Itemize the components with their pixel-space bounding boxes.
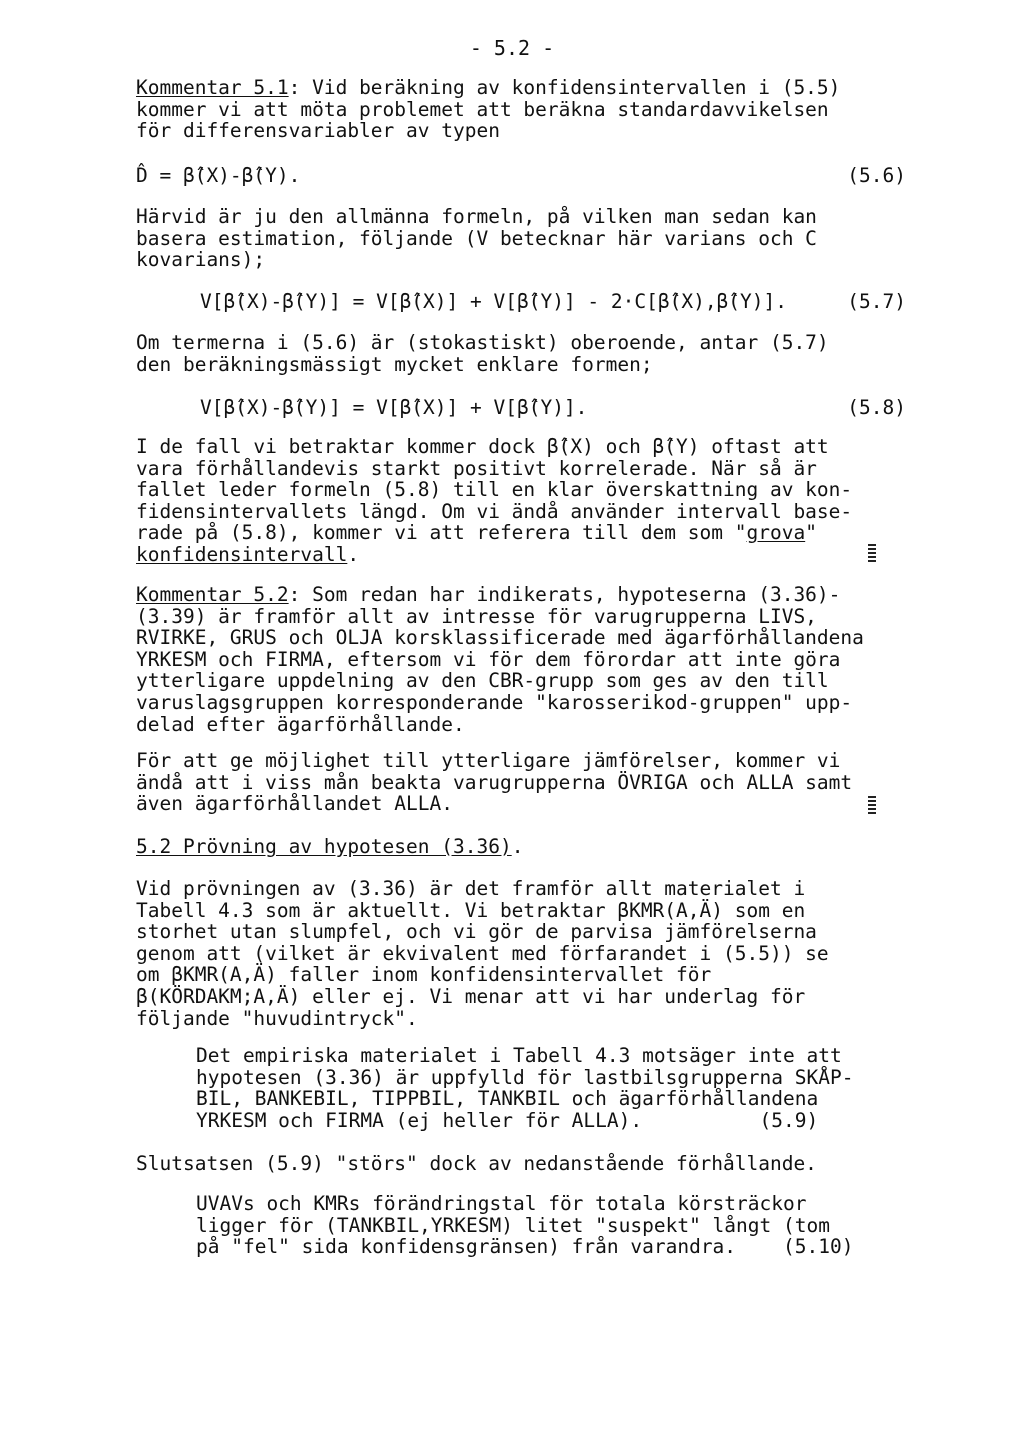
text-line: delad efter ägarförhållande. — [136, 712, 465, 736]
text-line: även ägarförhållandet ALLA. — [136, 792, 453, 816]
comment-5-2 — [136, 584, 906, 735]
paragraph-slutsatsen — [136, 1153, 906, 1175]
end-of-comment-mark — [868, 544, 876, 562]
paragraph-for-att — [136, 750, 906, 815]
text-line: hypotesen (3.36) är uppfylld för lastbilsgrupperna SKÅP- — [196, 1065, 854, 1089]
text-line: (3.39) är framför allt av intresse för varugrupperna LIVS, — [136, 604, 817, 628]
equation-number: (5.7) — [847, 290, 906, 313]
text-line: Det empiriska materialet i Tabell 4.3 motsäger inte att — [196, 1044, 842, 1067]
section-heading — [136, 836, 906, 858]
statement-5-10 — [196, 1193, 966, 1258]
text-line: : Som redan har indikerats, hypoteserna (3.36)- — [288, 583, 841, 606]
equation-5-7 — [136, 290, 906, 312]
text-line: Slutsatsen (5.9) "störs" dock av nedanstående förhållande. — [136, 1152, 817, 1175]
paragraph-harvid — [136, 206, 906, 271]
comment-5-1 — [136, 77, 906, 142]
text-line: för differensvariabler av typen — [136, 119, 500, 143]
text-line: Vid prövningen av (3.36) är det framför allt materialet i — [136, 877, 806, 900]
text-line: Tabell 4.3 som är aktuellt. Vi betraktar βKMR(A,Ä) som en — [136, 898, 806, 922]
paragraph-vid-provningen — [136, 878, 906, 1029]
equation-formula: D̂ = β̂(X)-β̂(Y). — [136, 164, 301, 187]
paragraph-i-de-fall — [136, 436, 906, 566]
text-line: storhet utan slumpfel, och vi gör de parvisa jämförelserna — [136, 920, 817, 944]
closing-quote: " — [805, 521, 817, 545]
end-of-comment-mark — [868, 796, 876, 814]
statement-5-9 — [196, 1045, 966, 1131]
comment-label: Kommentar 5.1 — [136, 76, 289, 99]
text-line: vara förhållandevis starkt positivt korrelerade. När så är — [136, 456, 817, 480]
text-line-underlined: konfidensintervall — [136, 542, 348, 566]
text-line: fallet leder formeln (5.8) till en klar överskattning av kon- — [136, 478, 853, 502]
text-line: ligger för (TANKBIL,YRKESM) litet "suspekt" långt (tom — [196, 1213, 830, 1237]
text-line: Härvid är ju den allmänna formeln, på vilken man sedan kan — [136, 205, 817, 228]
text-line: UVAVs och KMRs förändringstal för totala körsträckor — [196, 1192, 807, 1215]
text-line: följande "huvudintryck". — [136, 1006, 418, 1030]
section-period: . — [511, 835, 524, 858]
equation-5-8 — [136, 396, 906, 418]
text-line: För att ge möjlighet till ytterligare jämförelser, kommer vi — [136, 749, 841, 772]
text-line: : Vid beräkning av konfidensintervallen i (5.5) — [288, 76, 841, 99]
equation-number: (5.8) — [847, 396, 906, 419]
text-line: YRKESM och FIRMA, eftersom vi för dem förordar att inte göra — [136, 647, 841, 671]
page-number: - 5.2 - — [469, 36, 555, 60]
text-line: ändå att i viss mån beakta varugrupperna ÖVRIGA och ALLA samt — [136, 770, 853, 794]
text-line: rade på (5.8), kommer vi att referera till dem som " — [136, 521, 747, 545]
text-line: genom att (vilket är ekvivalent med förfarandet i (5.5)) se — [136, 941, 829, 965]
text-line: Om termerna i (5.6) är (stokastiskt) oberoende, antar (5.7) — [136, 331, 829, 354]
text-line: ytterligare uppdelning av den CBR-grupp som ges av den till — [136, 669, 829, 693]
text-line: på "fel" sida konfidensgränsen) från varandra. (5.10) — [196, 1235, 854, 1259]
text-line: basera estimation, följande (V betecknar här varians och C — [136, 226, 817, 250]
text-line: YRKESM och FIRMA (ej heller för ALLA). (5.9) — [196, 1108, 819, 1132]
text-line: kommer vi att möta problemet att beräkna standardavvikelsen — [136, 97, 829, 121]
text-line: varuslagsgruppen korresponderande "karosserikod-gruppen" upp- — [136, 690, 853, 714]
equation-formula: V[β̂(X)-β̂(Y)] = V[β̂(X)] + V[β̂(Y)]. — [200, 396, 588, 419]
emphasis-grova: grova — [746, 521, 806, 545]
section-title: 5.2 Prövning av hypotesen (3.36) — [136, 835, 512, 858]
text-period: . — [347, 542, 360, 566]
equation-formula: V[β̂(X)-β̂(Y)] = V[β̂(X)] + V[β̂(Y)] - 2·C[β̂(X),β̂(Y)]. — [200, 290, 787, 313]
text-line: fidensintervallets längd. Om vi ändå använder intervall base- — [136, 499, 853, 523]
text-line: β(KÖRDAKM;A,Ä) eller ej. Vi menar att vi har underlag för — [136, 984, 806, 1008]
text-line: BIL, BANKEBIL, TIPPBIL, TANKBIL och ägarförhållandena — [196, 1087, 819, 1111]
text-line: I de fall vi betraktar kommer dock β̂(X) och β̂(Y) oftast att — [136, 435, 829, 458]
equation-5-6 — [136, 164, 906, 186]
text-line: RVIRKE, GRUS och OLJA korsklassificerade med ägarförhållandena — [136, 626, 864, 650]
comment-label: Kommentar 5.2 — [136, 583, 289, 606]
text-line: kovarians); — [136, 248, 266, 272]
equation-number: (5.6) — [847, 164, 906, 187]
text-line: om βKMR(A,Ä) faller inom konfidensintervallet för — [136, 963, 712, 987]
paragraph-om-termerna — [136, 332, 906, 375]
text-line: den beräkningsmässigt mycket enklare formen; — [136, 352, 653, 376]
